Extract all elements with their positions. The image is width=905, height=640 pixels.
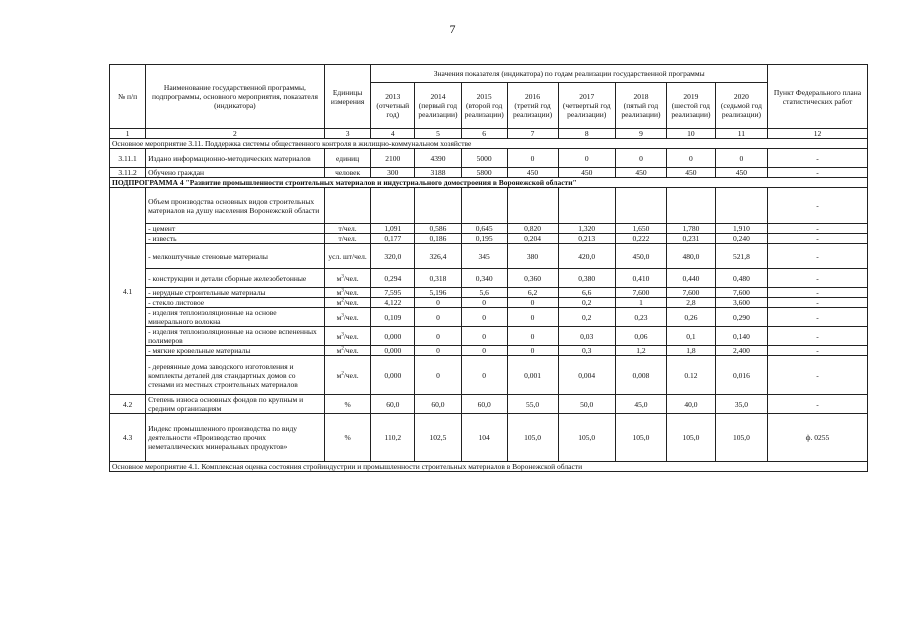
value-cell: 420,0 bbox=[558, 244, 615, 269]
empty-cell bbox=[461, 188, 507, 224]
value-cell: 35,0 bbox=[715, 395, 767, 414]
value-cell: 0,000 bbox=[371, 327, 415, 346]
value-cell: 105,0 bbox=[666, 414, 715, 462]
value-cell: 300 bbox=[371, 168, 415, 178]
value-cell: 5,196 bbox=[415, 288, 462, 298]
value-cell: 0,204 bbox=[507, 234, 558, 244]
value-cell: 1,910 bbox=[715, 224, 767, 234]
indicator-name: - мягкие кровельные материалы bbox=[146, 346, 325, 356]
value-cell: 320,0 bbox=[371, 244, 415, 269]
value-cell: 50,0 bbox=[558, 395, 615, 414]
column-number: 10 bbox=[666, 129, 715, 139]
value-cell: 450 bbox=[558, 168, 615, 178]
value-cell: 0,231 bbox=[666, 234, 715, 244]
value-cell: 4,122 bbox=[371, 298, 415, 308]
federal-plan-cell: - bbox=[767, 327, 867, 346]
header-name: Наименование государственной программы, подпрограммы, основного мероприятия, показателя (индикатора) bbox=[146, 65, 325, 129]
table-row bbox=[110, 327, 868, 346]
unit-cell: усл. шт/чел. bbox=[324, 244, 371, 269]
column-number: 6 bbox=[461, 129, 507, 139]
column-number: 7 bbox=[507, 129, 558, 139]
value-cell: 0,008 bbox=[615, 356, 666, 395]
table-row bbox=[110, 288, 868, 298]
section-3-11-title: Основное мероприятие 3.11. Поддержка системы общественного контроля в жилищно-коммунальном хозяйстве bbox=[110, 139, 868, 149]
header-year-2020 bbox=[715, 83, 767, 129]
empty-cell bbox=[558, 188, 615, 224]
value-cell: 0 bbox=[415, 356, 462, 395]
value-cell: 7,600 bbox=[615, 288, 666, 298]
indicator-name: Степень износа основных фондов по крупным и средним организациям bbox=[146, 395, 325, 414]
value-cell: 0,820 bbox=[507, 224, 558, 234]
value-cell: 0 bbox=[461, 327, 507, 346]
value-cell: 450 bbox=[615, 168, 666, 178]
value-cell: 521,8 bbox=[715, 244, 767, 269]
value-cell: 1,650 bbox=[615, 224, 666, 234]
empty-cell bbox=[324, 188, 371, 224]
value-cell: 0,000 bbox=[371, 356, 415, 395]
federal-plan-cell: - bbox=[767, 298, 867, 308]
table-row bbox=[110, 149, 868, 168]
federal-plan-cell: - bbox=[767, 288, 867, 298]
value-cell: 0,586 bbox=[415, 224, 462, 234]
empty-cell bbox=[615, 188, 666, 224]
value-cell: 0 bbox=[558, 149, 615, 168]
year-note: (третий год реализации) bbox=[512, 101, 553, 119]
value-cell: 0,410 bbox=[615, 269, 666, 288]
year-label: 2013 bbox=[385, 92, 401, 101]
value-cell: 0 bbox=[415, 308, 462, 327]
value-cell: 0 bbox=[666, 149, 715, 168]
value-cell: 0 bbox=[461, 308, 507, 327]
value-cell: 326,4 bbox=[415, 244, 462, 269]
value-cell: 0,222 bbox=[615, 234, 666, 244]
year-note: (седьмой год реализации) bbox=[720, 101, 762, 119]
value-cell: 105,0 bbox=[507, 414, 558, 462]
empty-cell bbox=[715, 188, 767, 224]
value-cell: 0,480 bbox=[715, 269, 767, 288]
column-number: 11 bbox=[715, 129, 767, 139]
value-cell: 0,213 bbox=[558, 234, 615, 244]
header-year-2019 bbox=[666, 83, 715, 129]
column-number: 4 bbox=[371, 129, 415, 139]
table-row bbox=[110, 308, 868, 327]
header-year-2013 bbox=[371, 83, 415, 129]
empty-cell bbox=[415, 188, 462, 224]
value-cell: 0,645 bbox=[461, 224, 507, 234]
header-year-2014 bbox=[415, 83, 462, 129]
value-cell: 0,03 bbox=[558, 327, 615, 346]
year-label: 2019 bbox=[683, 92, 699, 101]
value-cell: 0,177 bbox=[371, 234, 415, 244]
value-cell: 0,000 bbox=[371, 346, 415, 356]
value-cell: 6,6 bbox=[558, 288, 615, 298]
value-cell: 104 bbox=[461, 414, 507, 462]
value-cell: 0,26 bbox=[666, 308, 715, 327]
value-cell: 0,290 bbox=[715, 308, 767, 327]
federal-plan-cell: - bbox=[767, 188, 867, 224]
value-cell: 0.12 bbox=[666, 356, 715, 395]
unit-cell: $м^3$/чел. bbox=[324, 288, 371, 298]
value-cell: 1,8 bbox=[666, 346, 715, 356]
value-cell: 0 bbox=[507, 346, 558, 356]
value-cell: 450,0 bbox=[615, 244, 666, 269]
unit-cell: $м^2$/чел. bbox=[324, 356, 371, 395]
table-row bbox=[110, 178, 868, 188]
empty-cell bbox=[371, 188, 415, 224]
header-year-2017 bbox=[558, 83, 615, 129]
value-cell: 60,0 bbox=[461, 395, 507, 414]
value-cell: 7,600 bbox=[666, 288, 715, 298]
value-cell: 1,320 bbox=[558, 224, 615, 234]
unit-cell: т/чел. bbox=[324, 224, 371, 234]
header-num: № п/п bbox=[110, 65, 146, 129]
value-cell: 5800 bbox=[461, 168, 507, 178]
column-number: 3 bbox=[324, 129, 371, 139]
indicator-name: - стекло листовое bbox=[146, 298, 325, 308]
section-4-1-title: Основное мероприятие 4.1. Комплексная оценка состояния стройиндустрии и промышленности строительных материалов в Воронежской области bbox=[110, 462, 868, 472]
value-cell: 1,2 bbox=[615, 346, 666, 356]
header-federal: Пункт Федерального плана статистических работ bbox=[767, 65, 867, 129]
value-cell: 0,360 bbox=[507, 269, 558, 288]
indicator-name: - изделия теплоизоляционные на основе минерального волокна bbox=[146, 308, 325, 327]
value-cell: 1 bbox=[615, 298, 666, 308]
unit-cell: % bbox=[324, 414, 371, 462]
empty-cell bbox=[507, 188, 558, 224]
row-number: 3.11.2 bbox=[110, 168, 146, 178]
value-cell: 3188 bbox=[415, 168, 462, 178]
value-cell: 0,294 bbox=[371, 269, 415, 288]
table-row bbox=[110, 269, 868, 288]
row-number: 4.3 bbox=[110, 414, 146, 462]
value-cell: 0 bbox=[461, 346, 507, 356]
year-label: 2017 bbox=[579, 92, 595, 101]
value-cell: 0,016 bbox=[715, 356, 767, 395]
value-cell: 0,2 bbox=[558, 308, 615, 327]
value-cell: 0 bbox=[615, 149, 666, 168]
value-cell: 60,0 bbox=[371, 395, 415, 414]
value-cell: 345 bbox=[461, 244, 507, 269]
table-row bbox=[110, 462, 868, 472]
value-cell: 110,2 bbox=[371, 414, 415, 462]
table-row bbox=[110, 188, 868, 224]
value-cell: 2,8 bbox=[666, 298, 715, 308]
value-cell: 5,6 bbox=[461, 288, 507, 298]
value-cell: 3,600 bbox=[715, 298, 767, 308]
row-number: 4.1 bbox=[110, 188, 146, 395]
unit-cell: человек bbox=[324, 168, 371, 178]
value-cell: 0,140 bbox=[715, 327, 767, 346]
value-cell: 0,240 bbox=[715, 234, 767, 244]
indicator-name: Издано информационно-методических материалов bbox=[146, 149, 325, 168]
federal-plan-cell: ф. 0255 bbox=[767, 414, 867, 462]
value-cell: 0,186 bbox=[415, 234, 462, 244]
value-cell: 480,0 bbox=[666, 244, 715, 269]
value-cell: 4390 bbox=[415, 149, 462, 168]
row-number: 3.11.1 bbox=[110, 149, 146, 168]
empty-cell bbox=[666, 188, 715, 224]
year-label: 2015 bbox=[476, 92, 492, 101]
column-number: 5 bbox=[415, 129, 462, 139]
value-cell: 0 bbox=[415, 346, 462, 356]
value-cell: 0,340 bbox=[461, 269, 507, 288]
unit-cell: $м^3$/чел. bbox=[324, 269, 371, 288]
unit-cell: $м^2$/чел. bbox=[324, 346, 371, 356]
value-cell: 0 bbox=[461, 356, 507, 395]
federal-plan-cell: - bbox=[767, 244, 867, 269]
indicators-table bbox=[109, 64, 868, 472]
value-cell: 0,380 bbox=[558, 269, 615, 288]
federal-plan-cell: - bbox=[767, 149, 867, 168]
value-cell: 0 bbox=[507, 308, 558, 327]
column-number: 2 bbox=[146, 129, 325, 139]
value-cell: 6,2 bbox=[507, 288, 558, 298]
value-cell: 0 bbox=[415, 298, 462, 308]
value-cell: 450 bbox=[666, 168, 715, 178]
page-number: 7 bbox=[449, 22, 456, 36]
year-note: (первый год реализации) bbox=[418, 101, 458, 119]
table-row bbox=[110, 395, 868, 414]
table-row bbox=[110, 234, 868, 244]
value-cell: 105,0 bbox=[615, 414, 666, 462]
header-values-group: Значения показателя (индикатора) по годам реализации государственной программы bbox=[371, 65, 768, 83]
table-row bbox=[110, 168, 868, 178]
header-year-2018 bbox=[615, 83, 666, 129]
column-number: 9 bbox=[615, 129, 666, 139]
value-cell: 380 bbox=[507, 244, 558, 269]
value-cell: 5000 bbox=[461, 149, 507, 168]
indicator-name: - конструкции и детали сборные железобетонные bbox=[146, 269, 325, 288]
value-cell: 105,0 bbox=[715, 414, 767, 462]
row-number: 4.2 bbox=[110, 395, 146, 414]
unit-cell: единиц bbox=[324, 149, 371, 168]
unit-cell: $м^3$/чел. bbox=[324, 327, 371, 346]
indicator-name: - известь bbox=[146, 234, 325, 244]
subprogram-4-title: ПОДПРОГРАММА 4 "Развитие промышленности строительных материалов и индустриального домостроения в Воронежской области" bbox=[110, 178, 868, 188]
value-cell: 7,595 bbox=[371, 288, 415, 298]
column-number: 8 bbox=[558, 129, 615, 139]
unit-cell: т/чел. bbox=[324, 234, 371, 244]
table-row bbox=[110, 346, 868, 356]
value-cell: 0 bbox=[415, 327, 462, 346]
table-row bbox=[110, 244, 868, 269]
value-cell: 0 bbox=[507, 327, 558, 346]
year-label: 2020 bbox=[733, 92, 749, 101]
value-cell: 40,0 bbox=[666, 395, 715, 414]
value-cell: 105,0 bbox=[558, 414, 615, 462]
value-cell: 1,780 bbox=[666, 224, 715, 234]
table-row bbox=[110, 298, 868, 308]
value-cell: 45,0 bbox=[615, 395, 666, 414]
value-cell: 0 bbox=[715, 149, 767, 168]
value-cell: 0,004 bbox=[558, 356, 615, 395]
value-cell: 0,109 bbox=[371, 308, 415, 327]
federal-plan-cell: - bbox=[767, 168, 867, 178]
value-cell: 60,0 bbox=[415, 395, 462, 414]
indicator-name: - мелкоштучные стеновые материалы bbox=[146, 244, 325, 269]
year-label: 2018 bbox=[633, 92, 649, 101]
value-cell: 450 bbox=[507, 168, 558, 178]
value-cell: 2,400 bbox=[715, 346, 767, 356]
table-row bbox=[110, 356, 868, 395]
table-row bbox=[110, 224, 868, 234]
indicator-name: - нерудные строительные материалы bbox=[146, 288, 325, 298]
federal-plan-cell: - bbox=[767, 346, 867, 356]
indicator-name: - цемент bbox=[146, 224, 325, 234]
value-cell: 0,2 bbox=[558, 298, 615, 308]
value-cell: 102,5 bbox=[415, 414, 462, 462]
federal-plan-cell: - bbox=[767, 356, 867, 395]
year-label: 2014 bbox=[430, 92, 446, 101]
indicator-name: Индекс промышленного производства по виду деятельности «Производство прочих неметаллических минеральных продуктов» bbox=[146, 414, 325, 462]
value-cell: 2100 bbox=[371, 149, 415, 168]
header-year-2016 bbox=[507, 83, 558, 129]
year-label: 2016 bbox=[525, 92, 541, 101]
value-cell: 0,23 bbox=[615, 308, 666, 327]
column-number: 1 bbox=[110, 129, 146, 139]
federal-plan-cell: - bbox=[767, 395, 867, 414]
value-cell: 55,0 bbox=[507, 395, 558, 414]
column-number: 12 bbox=[767, 129, 867, 139]
year-note: (пятый год реализации) bbox=[621, 101, 661, 119]
year-note: (четвертый год реализации) bbox=[562, 101, 611, 119]
table-row bbox=[110, 414, 868, 462]
federal-plan-cell: - bbox=[767, 224, 867, 234]
value-cell: 1,091 bbox=[371, 224, 415, 234]
year-note: (второй год реализации) bbox=[464, 101, 504, 119]
year-note: (шестой год реализации) bbox=[671, 101, 711, 119]
header-year-2015 bbox=[461, 83, 507, 129]
federal-plan-cell: - bbox=[767, 308, 867, 327]
value-cell: 0,06 bbox=[615, 327, 666, 346]
value-cell: 7,600 bbox=[715, 288, 767, 298]
value-cell: 0,440 bbox=[666, 269, 715, 288]
value-cell: 0,195 bbox=[461, 234, 507, 244]
unit-cell: $м^2$/чел. bbox=[324, 298, 371, 308]
value-cell: 0,001 bbox=[507, 356, 558, 395]
value-cell: 0,1 bbox=[666, 327, 715, 346]
value-cell: 450 bbox=[715, 168, 767, 178]
federal-plan-cell: - bbox=[767, 269, 867, 288]
unit-cell: $м^3$/чел. bbox=[324, 308, 371, 327]
year-note: (отчетный год) bbox=[376, 101, 410, 119]
indicator-name: Объем производства основных видов строительных материалов на душу населения Воронежской области bbox=[146, 188, 325, 224]
value-cell: 0 bbox=[461, 298, 507, 308]
value-cell: 0,318 bbox=[415, 269, 462, 288]
value-cell: 0 bbox=[507, 149, 558, 168]
indicator-name: - изделия теплоизоляционные на основе вспененных полимеров bbox=[146, 327, 325, 346]
header-unit: Единицы измерения bbox=[324, 65, 371, 129]
indicator-name: - деревянные дома заводского изготовления и комплекты деталей для стандартных домов со стенами из местных строительных материалов bbox=[146, 356, 325, 395]
value-cell: 0,3 bbox=[558, 346, 615, 356]
value-cell: 0 bbox=[507, 298, 558, 308]
federal-plan-cell: - bbox=[767, 234, 867, 244]
indicator-name: Обучено граждан bbox=[146, 168, 325, 178]
unit-cell: % bbox=[324, 395, 371, 414]
